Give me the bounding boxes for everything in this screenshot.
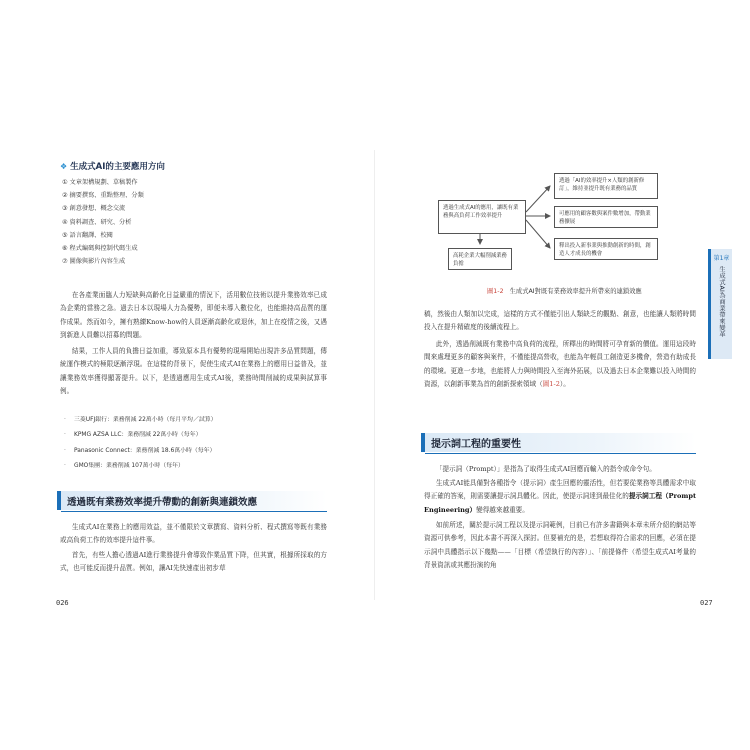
body-paragraph: 首先，有些人擔心透過AI進行業務提升會導致作業品質下降，但其實，根據所採取的方式，也可能反而提升品質。例如，讓AI先快速產出初步草 bbox=[60, 551, 327, 573]
chapter-number: 第1章 bbox=[713, 255, 730, 262]
body-paragraph: 生成式AI在業務上的應用效益，並不僅限於文章撰寫、資料分析、程式撰寫等既有業務或高負荷工作的效率提升這件事。 bbox=[60, 523, 327, 545]
uses-title-text: 生成式AI的主要應用方向 bbox=[70, 162, 165, 172]
bold-term: 提示詞工程（Prompt Engineering） bbox=[424, 492, 697, 514]
figure-reference: 圖1-2 bbox=[542, 379, 560, 388]
case-text: 三菱UFJ銀行：業務削減 22萬小時（每月平均／試算） bbox=[74, 417, 217, 423]
para-text: 生成式AI能具備對各種指令（提示詞）產生回應的靈活性，但若要從業務等具體需求中取得正確的答案，則需要讓提示詞具體化。因此，使提示詞達到最佳化的 bbox=[424, 479, 696, 501]
section-heading: 透過既有業務效率提升帶動的創新與連鎖效應 bbox=[57, 491, 327, 510]
body-paragraph: 稿，然後由人類加以完成，這樣的方式不僅能引出人類缺乏的觀點、創意，也能讓人類將時間投入在提升精確度的後續流程上。 bbox=[424, 310, 696, 332]
uses-item: ⑤ 語言翻譯、校閱 bbox=[62, 231, 113, 239]
figure-diagram bbox=[430, 168, 700, 283]
box-mid: 可應用的顧客數與案件數增加，帶動業務擴展 bbox=[554, 206, 658, 228]
box-low: 釋出投入新事業與推動創新的時間，創造人才成長的機會 bbox=[554, 238, 658, 260]
bullet-icon: · bbox=[64, 462, 66, 469]
uses-item: ③ 創意發想、概念交流 bbox=[62, 205, 126, 213]
case-text: Panasonic Connect：業務削減 18.6萬小時（每年） bbox=[74, 447, 216, 454]
figure-caption bbox=[487, 286, 642, 295]
uses-item: ⑦ 圖像與影片內容生成 bbox=[62, 258, 126, 266]
case-text: KPMG AZSA LLC：業務削減 22萬小時（每年） bbox=[74, 432, 202, 439]
case-item bbox=[64, 428, 217, 443]
para-text: 此外，透過削減既有業務中高負荷的流程，所釋出的時間將可孕育新的價值。運用這段時間來處理更多的顧客與案件，不僅能提高營收，也能為年輕員工創造更多機會，營造有助成長的環境。更進一步地，也能將人力與時間投入至海外拓展，以及過去日本企業難以投入時間的資源，以創新事業為首的創新探索領域（ bbox=[424, 340, 696, 388]
body-paragraph: 結果，工作人員的負擔日益加重，導致原本具有優勢的現場開始出現許多品質問題，傳統運作模式的極限逐漸浮現。在這樣的背景下，促使生成式AI在業務上的應用日益普及，並讓業務效率獲得顯著提升。以下，是透過應用生成式AI後，業務時間削減的成果與試算事例。 bbox=[60, 347, 327, 395]
figure-caption-text: 生成式AI對既有業務效率提升所帶來的連鎖效應 bbox=[509, 288, 642, 295]
uses-item: ⑥ 程式編碼與控制代碼生成 bbox=[62, 245, 138, 253]
chapter-tab bbox=[708, 249, 732, 359]
arrow-to-low bbox=[526, 220, 550, 248]
para-text: ）。 bbox=[559, 379, 570, 388]
uses-list bbox=[62, 176, 144, 268]
box-bottom: 高耗企業大幅削減業務負擔 bbox=[448, 248, 512, 270]
case-text: GMO集團：業務削減 107萬小時（每年） bbox=[74, 462, 184, 469]
uses-item: ① 文章架構規劃、草稿製作 bbox=[62, 179, 138, 186]
bullet-icon: · bbox=[64, 432, 66, 439]
uses-item: ② 摘要撰寫、重點整理、分類 bbox=[62, 192, 144, 200]
box-top: 透過「AI的效率提升×人類的創新修訂」，維持並提升既有業務的品質 bbox=[554, 173, 658, 199]
case-item bbox=[64, 413, 217, 428]
case-list bbox=[64, 413, 217, 474]
body-paragraph bbox=[424, 338, 696, 391]
bullet-icon: · bbox=[64, 447, 66, 454]
arrow-to-top bbox=[526, 186, 550, 212]
box-main: 透過生成式AI的應用，讓既有業務與高負荷工作效率提升 bbox=[438, 200, 526, 234]
chapter-title: 生成式AI為商業帶來變革 bbox=[718, 266, 725, 338]
page-number: 027 bbox=[700, 599, 713, 607]
uses-title bbox=[60, 160, 165, 172]
page-number: 026 bbox=[56, 599, 69, 607]
section-heading: 提示詞工程的重要性 bbox=[421, 433, 696, 452]
case-item bbox=[64, 444, 217, 459]
body-paragraph bbox=[424, 477, 696, 517]
body-paragraph: 「提示詞（Prompt）」是指為了取得生成式AI回應而輸入的指令或命令句。 bbox=[435, 465, 656, 473]
uses-item: ④ 資料調查、研究、分析 bbox=[62, 218, 132, 226]
para-text: 變得越來越重要。 bbox=[476, 505, 529, 514]
body-paragraph: 在各產業面臨人力短缺與高齡化日益嚴重的情況下，活用數位技術以提升業務效率已成為企業的當務之急。過去日本以現場人力為優勢，即便未導入數位化，也能維持高品質的運作成果。然而如今，擁有熟練Know-how的人員逐漸高齡化或退休，加上在疫情之後，又遇到新進人員難以招募的問題。 bbox=[60, 291, 327, 339]
figure-number: 圖1-2 bbox=[487, 288, 504, 295]
body-paragraph: 如前所述，關於提示詞工程以及提示詞範例，目前已有許多書籍與本章未所介紹的網站等資源可供參考，因此本書不再深入探討。但要補充的是，若想取得符合需求的回應，必須在提示詞中具體指示以下幾點——「目標（希望執行的內容）」、「前提條件（希望生成式AI考量的背景資訊或其應扮演的角 bbox=[424, 521, 696, 569]
bullet-icon: · bbox=[64, 417, 66, 423]
diamond-bullet-icon: ❖ bbox=[60, 161, 68, 171]
case-item bbox=[64, 459, 217, 474]
